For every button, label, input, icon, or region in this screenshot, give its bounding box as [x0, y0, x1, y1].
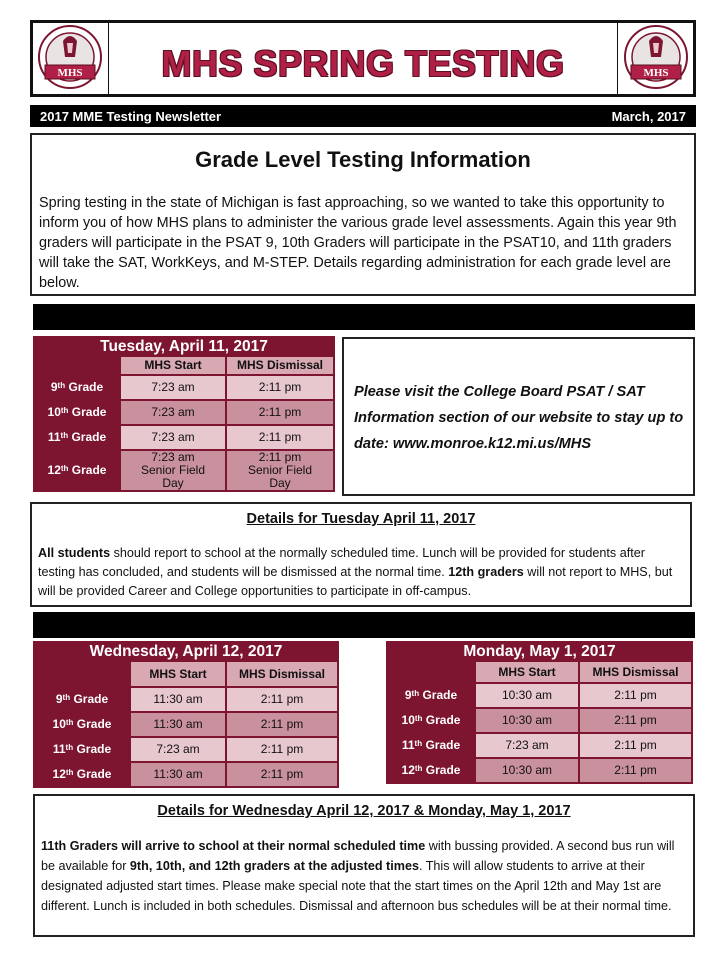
grade-label: 11 $^{th}$ Grade — [388, 734, 474, 757]
school-logo-left — [33, 23, 109, 94]
wednesday-schedule-table — [33, 641, 339, 788]
newsletter-name: 2017 MME Testing Newsletter — [40, 108, 222, 124]
section-divider-1 — [33, 304, 695, 330]
wednesday-monday-details — [33, 794, 695, 937]
grade-label: 11 $^{th}$ Grade — [35, 738, 129, 761]
newsletter-info-bar — [30, 105, 696, 127]
col-header-dismissal: MHS Dismissal — [227, 662, 337, 686]
start-time: 7:23 am — [121, 401, 225, 424]
monday-table-title: Monday, May 1, 2017 — [386, 641, 693, 662]
wednesday-monday-details-text: 11th Graders will arrive to school at their normal scheduled time with bussing provided. A second bus run will be available for 9th, 10th, and 12th graders at the adjusted times. This will allow students to arrive at their designated adjusted start times. Please make special note that the start times on the April 12th and May 1st are different. Lunch is included in both schedules. Dismissal and afternoon bus schedules will be at their normal time. — [41, 839, 675, 913]
logo-left-text: MHS — [57, 67, 83, 79]
grade-label: 9 $^{th}$ Grade — [35, 688, 129, 711]
dismissal-time: 2:11 pm — [227, 688, 337, 711]
start-time: 7:23 am Senior Field Day — [121, 451, 225, 490]
start-time: 11:30 am — [131, 763, 225, 786]
intro-section — [30, 133, 696, 296]
logo-right-text: MHS — [643, 67, 669, 79]
intro-body: Spring testing in the state of Michigan is fast approaching, so we wanted to take this opportunity to inform you of how MHS plans to administer the various grade level assessments. Again this year 9th graders will participate in the PSAT 9, 10th Graders will participate in the PSAT10, and 11th graders will take the SAT, WorkKeys, and M-STEP. Details regarding administration for each grade level are below. — [39, 195, 677, 291]
start-time: 10:30 am — [476, 709, 578, 732]
wednesday-table-title: Wednesday, April 12, 2017 — [33, 641, 339, 662]
website-notice — [342, 337, 695, 496]
dismissal-time: 2:11 pm Senior Field Day — [227, 451, 333, 490]
dismissal-time: 2:11 pm — [227, 713, 337, 736]
monday-schedule-table — [386, 641, 693, 784]
start-time: 10:30 am — [476, 759, 578, 782]
grade-label: 11 $^{th}$ Grade — [35, 426, 119, 449]
tuesday-schedule-table — [33, 336, 335, 492]
col-header-dismissal: MHS Dismissal — [227, 357, 333, 374]
grade-label: 12 $^{th}$ Grade — [35, 451, 119, 490]
col-header-start: MHS Start — [131, 662, 225, 686]
wednesday-monday-details-title: Details for Wednesday April 12, 2017 & Monday, May 1, 2017 — [157, 803, 571, 819]
newsletter-title: MHS SPRING TESTING — [161, 43, 565, 84]
newsletter-date: March, 2017 — [611, 108, 686, 124]
start-time: 11:30 am — [131, 713, 225, 736]
grade-label: 9 $^{th}$ Grade — [35, 376, 119, 399]
tuesday-details-title: Details for Tuesday April 11, 2017 — [246, 511, 476, 527]
newsletter-header — [30, 20, 696, 97]
col-header-start: MHS Start — [121, 357, 225, 374]
website-notice-text: Please visit the College Board PSAT / SAT Information section of our website to stay up to date: www.monroe.k12.mi.us/MHS — [354, 384, 684, 452]
dismissal-time: 2:11 pm — [580, 759, 691, 782]
grade-label: 12 $^{th}$ Grade — [35, 763, 129, 786]
school-logo-right — [617, 23, 693, 94]
grade-label: 10 $^{th}$ Grade — [35, 713, 129, 736]
tuesday-details — [30, 502, 692, 607]
dismissal-time: 2:11 pm — [227, 738, 337, 761]
dismissal-time: 2:11 pm — [227, 763, 337, 786]
start-time: 7:23 am — [121, 376, 225, 399]
col-header-dismissal: MHS Dismissal — [580, 662, 691, 682]
table-corner — [35, 357, 119, 374]
start-time: 7:23 am — [131, 738, 225, 761]
dismissal-time: 2:11 pm — [580, 684, 691, 707]
table-corner — [388, 662, 474, 682]
dismissal-time: 2:11 pm — [227, 426, 333, 449]
start-time: 11:30 am — [131, 688, 225, 711]
grade-label: 12 $^{th}$ Grade — [388, 759, 474, 782]
table-corner — [35, 662, 129, 686]
intro-title: Grade Level Testing Information — [195, 147, 531, 172]
dismissal-time: 2:11 pm — [580, 709, 691, 732]
grade-label: 10 $^{th}$ Grade — [35, 401, 119, 424]
tuesday-table-title: Tuesday, April 11, 2017 — [33, 336, 335, 357]
col-header-start: MHS Start — [476, 662, 578, 682]
start-time: 7:23 am — [121, 426, 225, 449]
dismissal-time: 2:11 pm — [580, 734, 691, 757]
grade-label: 10 $^{th}$ Grade — [388, 709, 474, 732]
grade-label: 9 $^{th}$ Grade — [388, 684, 474, 707]
tuesday-details-text: All students should report to school at the normally scheduled time. Lunch will be provided for students after testing has concluded, and students will be dismissed at the normal time. 12th graders will not report to MHS, but will be provided Career and College opportunities to participate in off-campus. — [38, 546, 673, 598]
start-time: 10:30 am — [476, 684, 578, 707]
dismissal-time: 2:11 pm — [227, 376, 333, 399]
section-divider-2 — [33, 612, 695, 638]
start-time: 7:23 am — [476, 734, 578, 757]
dismissal-time: 2:11 pm — [227, 401, 333, 424]
